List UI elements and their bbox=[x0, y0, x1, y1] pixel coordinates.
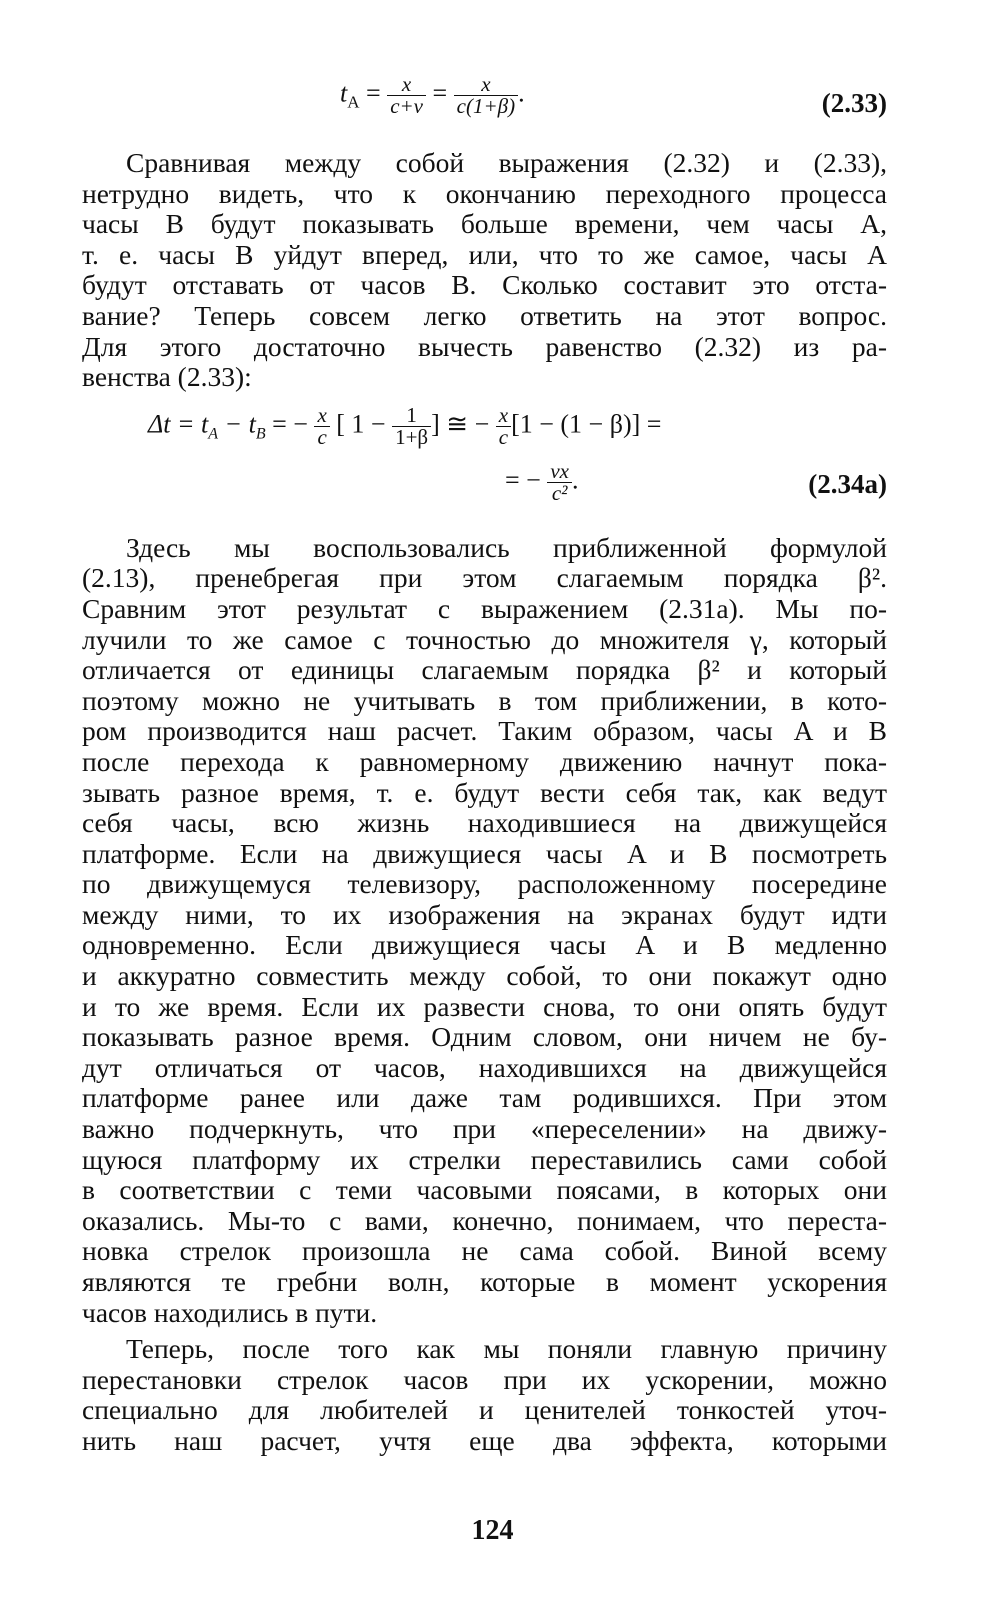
text-line: часы B будут показывать больше времени, чем часы A, bbox=[82, 208, 887, 240]
eq-bracket: [ 1 − bbox=[336, 409, 386, 439]
text-line: оказались. Мы-то с вами, конечно, понимаем, что переста- bbox=[82, 1204, 887, 1236]
fraction-numerator: x bbox=[401, 72, 412, 96]
text-line: будут отставать от часов B. Сколько составит это отста- bbox=[82, 269, 887, 301]
page-number: 124 bbox=[471, 1515, 514, 1546]
text-line: и то же время. Если их развести снова, то они опять будут bbox=[82, 990, 887, 1022]
paragraph-1 bbox=[82, 148, 887, 393]
eq-symbol: t bbox=[340, 78, 348, 108]
paragraph-2 bbox=[82, 533, 887, 1328]
eq-operator: ≅ − bbox=[439, 409, 490, 439]
text-line: нить наш расчет, учтя еще два эффекта, которыми bbox=[82, 1424, 887, 1456]
text-line: поэтому можно не учитывать в том приближении, в кото- bbox=[82, 684, 887, 716]
eq-tail: [1 − (1 − β)] = bbox=[511, 409, 662, 439]
text-line: платформе ранее или даже там родившихся. При этом bbox=[82, 1082, 887, 1114]
fraction bbox=[454, 74, 518, 117]
text-line: Сравнивая между собой выражения (2.32) и (2.33), bbox=[126, 147, 887, 178]
fraction-denominator: c bbox=[317, 424, 327, 449]
eq-period: . bbox=[571, 465, 579, 495]
fraction bbox=[387, 74, 426, 117]
eq-operator: = − bbox=[505, 465, 541, 495]
text-line: являются те гребни волн, которые в момент ускорения bbox=[82, 1266, 887, 1297]
fraction-denominator: c+v bbox=[390, 94, 423, 118]
text-line: платформе. Если на движущиеся часы A и B посмотреть bbox=[82, 837, 887, 869]
text-line: после перехода к равномерному движению начнут пока- bbox=[82, 745, 887, 777]
fraction-numerator: x bbox=[498, 402, 509, 427]
text-line: по движущемуся телевизору, расположенному посередине bbox=[82, 868, 887, 900]
fraction-denominator: c² bbox=[551, 480, 568, 505]
fraction-denominator: 1+β bbox=[395, 424, 429, 449]
eq-period: . bbox=[518, 78, 525, 108]
eq-operator: = − bbox=[265, 409, 308, 439]
text-line: между ними, то их изображения на экранах будут идти bbox=[82, 898, 887, 930]
text-line: (2.13), пренебрегая при этом слагаемым порядка β². bbox=[82, 562, 887, 594]
fraction bbox=[496, 402, 511, 449]
fraction-denominator: c(1+β) bbox=[456, 94, 516, 118]
fraction bbox=[392, 402, 431, 449]
fraction-denominator: c bbox=[498, 424, 509, 449]
eq-symbol: − t bbox=[218, 409, 256, 439]
text-line: ром производится наш расчет. Таким образом, часы A и B bbox=[82, 715, 887, 747]
text-line: зывать разное время, т. е. будут вести себя так, как ведут bbox=[82, 776, 887, 808]
text-line: важно подчеркнуть, что при «переселении» на движу- bbox=[82, 1113, 887, 1145]
text-line: щуюся платформу их стрелки переставились сами собой bbox=[82, 1143, 887, 1175]
text-line: в соответствии с теми часовыми поясами, в которых они bbox=[82, 1174, 887, 1206]
text-line: показывать разное время. Одним словом, они ничем не бу- bbox=[82, 1021, 887, 1053]
text-line: дут отличаться от часов, находившихся на движущейся bbox=[82, 1051, 887, 1083]
equation-number: (2.34a) bbox=[808, 468, 887, 499]
text-line: лучили то же самое с точностью до множителя γ, который bbox=[82, 623, 887, 655]
fraction-numerator: 1 bbox=[392, 405, 431, 427]
page-content bbox=[82, 70, 887, 1457]
eq-subscript: A bbox=[208, 425, 219, 443]
paragraph-3 bbox=[82, 1334, 887, 1456]
text-line: специально для любителей и ценителей тонкостей уточ- bbox=[82, 1394, 887, 1426]
fraction-numerator: x bbox=[317, 402, 327, 427]
eq-subscript: B bbox=[255, 425, 266, 443]
text-line: новка стрелок произошла не сама собой. Виной всему bbox=[82, 1235, 887, 1267]
text-line: нетрудно видеть, что к окончанию переходного процесса bbox=[82, 177, 887, 209]
text-line: часов находились в пути. bbox=[82, 1296, 378, 1328]
equation-2-34a bbox=[82, 399, 887, 519]
text-line: себя часы, всю жизнь находившиеся на движущейся bbox=[82, 807, 887, 839]
text-line: венства (2.33): bbox=[82, 361, 252, 393]
text-line: одновременно. Если движущиеся часы A и B медленно bbox=[82, 929, 887, 961]
eq-subscript: A bbox=[347, 92, 360, 112]
equation-number: (2.33) bbox=[821, 88, 887, 118]
text-line: и аккуратно совместить между собой, то они покажут одно bbox=[82, 960, 887, 992]
text-line: Сравним этот результат с выражением (2.31а). Мы по- bbox=[82, 592, 887, 624]
text-line: перестановки стрелок часов при их ускорении, можно bbox=[82, 1363, 887, 1395]
text-line: отличается от единицы слагаемым порядка β² и который bbox=[82, 654, 887, 686]
text-line: Здесь мы воспользовались приближенной формулой bbox=[126, 531, 887, 563]
equation-2-33 bbox=[82, 70, 887, 134]
equation-2-34a-line2 bbox=[505, 458, 579, 505]
fraction bbox=[547, 458, 572, 505]
fraction-numerator: x bbox=[481, 72, 491, 96]
eq-symbol: Δt = t bbox=[148, 409, 209, 439]
text-line: вание? Теперь совсем легко ответить на этот вопрос. bbox=[82, 299, 887, 331]
text-line: Для этого достаточно вычесть равенство (2.32) из ра- bbox=[82, 330, 887, 362]
fraction-numerator: vx bbox=[550, 458, 569, 483]
equation-2-34a-line1 bbox=[148, 402, 662, 449]
equation-2-33-body: $t_A$ = $\frac{x}{c+v}$ = $\frac{x}{c(1+\beta)}$ . bbox=[340, 72, 525, 118]
text-line: т. е. часы B уйдут вперед, или, что то же самое, часы A bbox=[82, 238, 887, 270]
eq-bracket: ] bbox=[431, 409, 440, 439]
fraction bbox=[314, 402, 329, 449]
text-line: Теперь, после того как мы поняли главную причину bbox=[126, 1333, 887, 1365]
